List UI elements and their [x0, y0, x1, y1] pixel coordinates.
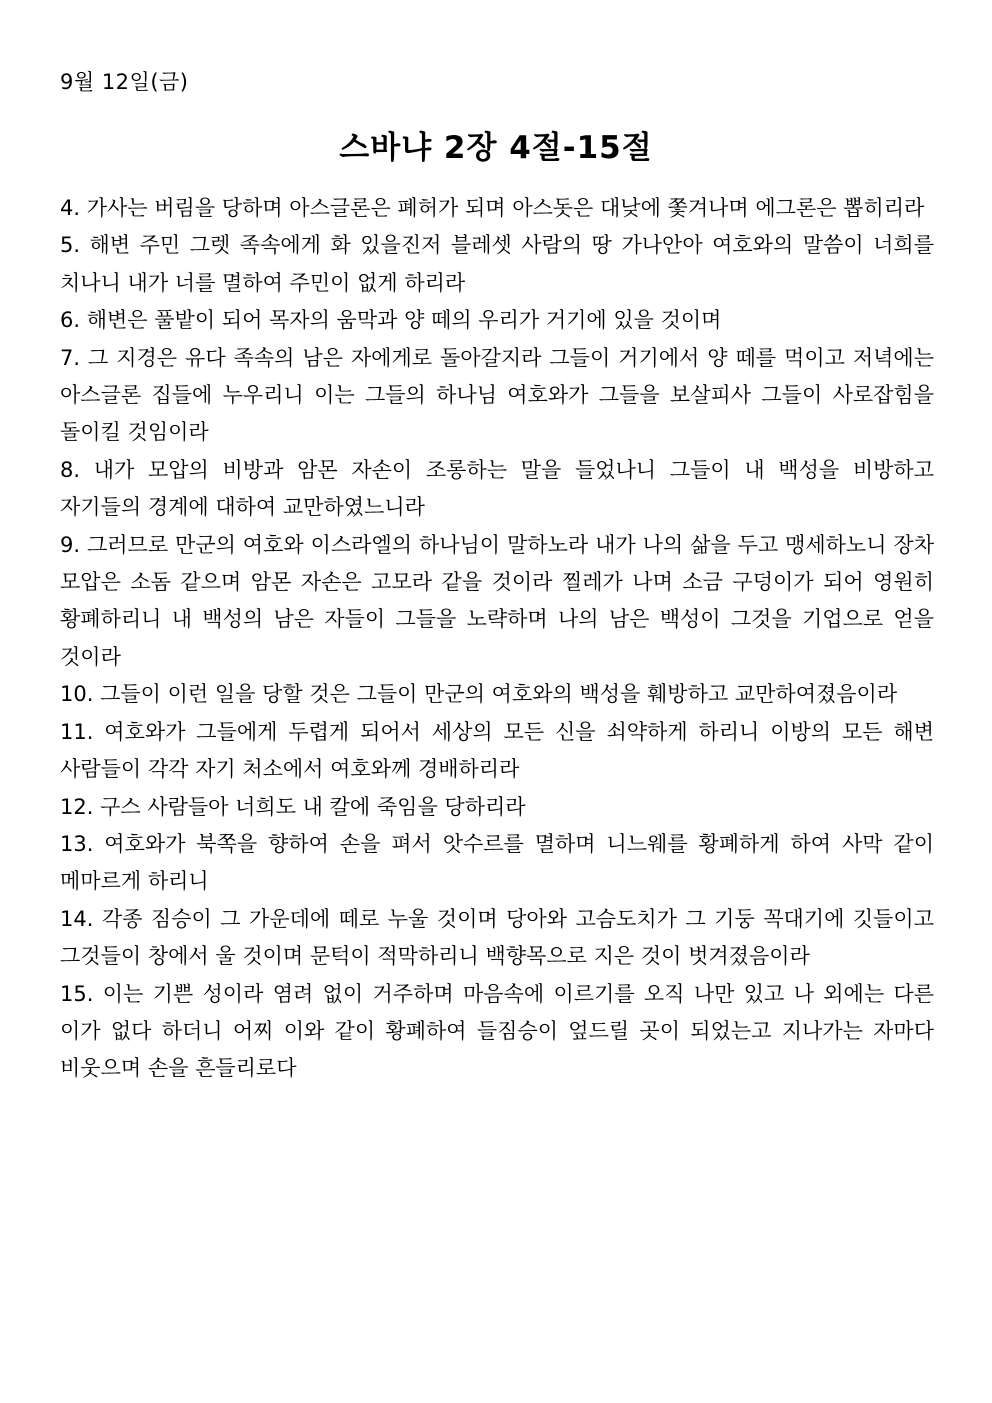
- page-title: 스바냐 2장 4절-15절: [339, 130, 653, 166]
- verse-8: 8. 내가 모압의 비방과 암몬 자손이 조롱하는 말을 들었나니 그들이 내 백성을 비방하고 자기들의 경계에 대하여 교만하였느니라: [60, 457, 934, 520]
- verse-13: 13. 여호와가 북쪽을 향하여 손을 펴서 앗수르를 멸하며 니느웨를 황폐하게 하여 사막 같이 메마르게 하리니: [60, 831, 934, 894]
- verse-9: 9. 그러므로 만군의 여호와 이스라엘의 하나님이 말하노라 내가 나의 삶을 두고 맹세하노니 장차 모압은 소돔 같으며 암몬 자손은 고모라 같을 것이라 찔레가 나며 소금 구덩이가 되어 영원히 황폐하리니 내 백성의 남은 자들이 그들을 노략하며 나의 남은 백성이 그것을 기업으로 얻을 것이라: [60, 532, 934, 669]
- date-heading: 9월 12일(금): [60, 70, 189, 94]
- verse-11: 11. 여호와가 그들에게 두렵게 되어서 세상의 모든 신을 쇠약하게 하리니 이방의 모든 해변 사람들이 각각 자기 처소에서 여호와께 경배하리라: [60, 719, 934, 782]
- verse-6: 6. 해변은 풀밭이 되어 목자의 움막과 양 떼의 우리가 거기에 있을 것이며: [60, 308, 722, 333]
- verse-10: 10. 그들이 이런 일을 당할 것은 그들이 만군의 여호와의 백성을 훼방하고 교만하여졌음이라: [60, 682, 898, 707]
- verse-14: 14. 각종 짐승이 그 가운데에 떼로 누울 것이며 당아와 고슴도치가 그 기둥 꼭대기에 깃들이고 그것들이 창에서 울 것이며 문턱이 적막하리니 백향목으로 지은 것이 벗겨졌음이라: [60, 906, 934, 969]
- verse-7: 7. 그 지경은 유다 족속의 남은 자에게로 돌아갈지라 그들이 거기에서 양 떼를 먹이고 저녁에는 아스글론 집들에 누우리니 이는 그들의 하나님 여호와가 그들을 보살피사 그들이 사로잡힘을 돌이킬 것임이라: [60, 345, 934, 445]
- verse-5: 5. 해변 주민 그렛 족속에게 화 있을진저 블레셋 사람의 땅 가나안아 여호와의 말씀이 너희를 치나니 내가 너를 멸하여 주민이 없게 하리라: [60, 233, 934, 295]
- verse-list: [60, 190, 934, 1088]
- verse-12: 12. 구스 사람들아 너희도 내 칼에 죽임을 당하리라: [60, 794, 526, 819]
- verse-15: 15. 이는 기쁜 성이라 염려 없이 거주하며 마음속에 이르기를 오직 나만 있고 나 외에는 다른 이가 없다 하더니 어찌 이와 같이 황폐하여 들짐승이 엎드릴 곳이 되었는고 지나가는 자마다 비웃으며 손을 흔들리로다: [60, 981, 934, 1081]
- verse-4: 4. 가사는 버림을 당하며 아스글론은 폐허가 되며 아스돗은 대낮에 쫓겨나며 에그론은 뽑히리라: [60, 196, 925, 220]
